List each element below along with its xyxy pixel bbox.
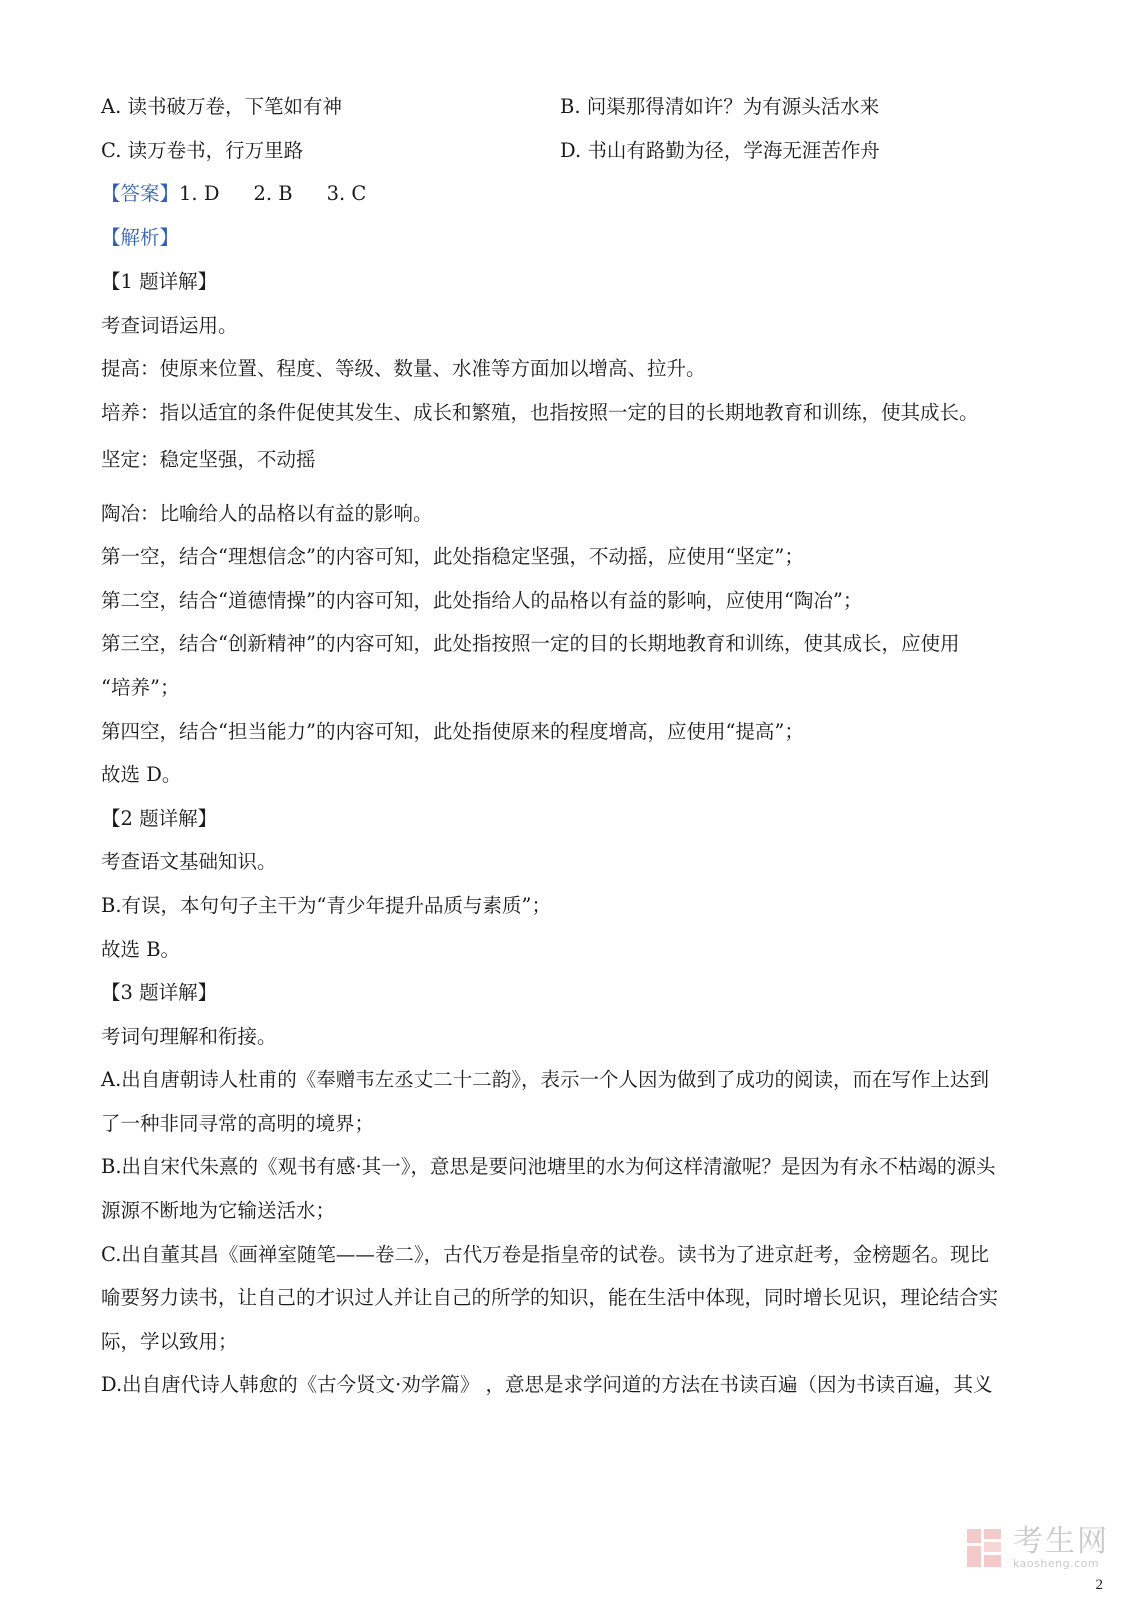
q3-line: 源源不断地为它输送活水； (101, 1199, 336, 1222)
page-number: 2 (1095, 1577, 1103, 1593)
option-a: A. 读书破万卷，下笔如有神 (101, 95, 342, 118)
q3-line: A.出自唐朝诗人杜甫的《奉赠韦左丞丈二十二韵》，表示一个人因为做到了成功的阅读，而在写作上达到 (101, 1068, 990, 1091)
q3-line: 考词句理解和衔接。 (101, 1025, 277, 1048)
q1-line: “培养”； (101, 676, 180, 699)
q3-line: D.出自唐代诗人韩愈的《古今贤文·劝学篇》 ，意思是求学问道的方法在书读百遍（因为书读百遍，其义 (101, 1373, 993, 1396)
answer-label: 【答案】 (101, 182, 180, 205)
q1-line: 第一空，结合“理想信念”的内容可知，此处指稳定坚强，不动摇，应使用“坚定”； (101, 545, 804, 568)
q2-line: 考查语文基础知识。 (101, 850, 277, 873)
q1-line: 陶冶：比喻给人的品格以有益的影响。 (101, 502, 433, 525)
q1-line: 第二空，结合“道德情操”的内容可知，此处指给人的品格以有益的影响，应使用“陶冶”； (101, 589, 863, 612)
q1-line: 第四空，结合“担当能力”的内容可知，此处指使原来的程度增高，应使用“提高”； (101, 720, 804, 743)
analysis-label: 【解析】 (101, 226, 180, 249)
q3-line: 了一种非同寻常的高明的境界； (101, 1112, 375, 1135)
watermark-logo-icon (963, 1527, 1005, 1569)
answer-item: 1. D (179, 182, 220, 205)
q3-line: C.出自董其昌《画禅室随笔——卷二》，古代万卷是指皇帝的试卷。读书为了进京赶考，金榜题名。现比 (101, 1243, 990, 1266)
q3-line: 际，学以致用； (101, 1330, 238, 1353)
q1-line: 考查词语运用。 (101, 314, 238, 337)
option-c: C. 读万卷书，行万里路 (101, 139, 304, 162)
watermark-name: 考生网 (1013, 1524, 1109, 1559)
answer-line (101, 182, 366, 206)
watermark-url: kaosheng.com (1013, 1557, 1100, 1570)
q1-line: 培养：指以适宜的条件促使其发生、成长和繁殖，也指按照一定的目的长期地教育和训练，使其成长。 (101, 401, 979, 424)
q2-heading: 【2 题详解】 (101, 807, 218, 830)
q1-line: 第三空，结合“创新精神”的内容可知，此处指按照一定的目的长期地教育和训练，使其成长，应使用 (101, 632, 960, 655)
q1-line: 提高：使原来位置、程度、等级、数量、水准等方面加以增高、拉升。 (101, 357, 706, 380)
option-b: B. 问渠那得清如许？为有源头活水来 (560, 95, 880, 118)
q1-line: 故选 D。 (101, 763, 182, 786)
q3-heading: 【3 题详解】 (101, 981, 218, 1004)
answer-item: 3. C (326, 182, 367, 205)
answer-item: 2. B (253, 182, 293, 205)
q3-line: B.出自宋代朱熹的《观书有感·其一》，意思是要问池塘里的水为何这样清澈呢？是因为有永不枯竭的源头 (101, 1155, 996, 1178)
q2-line: 故选 B。 (101, 938, 181, 961)
option-d: D. 书山有路勤为径，学海无涯苦作舟 (560, 139, 880, 162)
q3-line: 喻要努力读书，让自己的才识过人并让自己的所学的知识，能在生活中体现，同时增长见识，理论结合实 (101, 1286, 999, 1309)
q2-line: B.有误，本句句子主干为“青少年提升品质与素质”； (101, 894, 551, 917)
q1-line: 坚定：稳定坚强，不动摇 (101, 448, 316, 471)
watermark (963, 1526, 1109, 1570)
q1-heading: 【1 题详解】 (101, 270, 218, 293)
